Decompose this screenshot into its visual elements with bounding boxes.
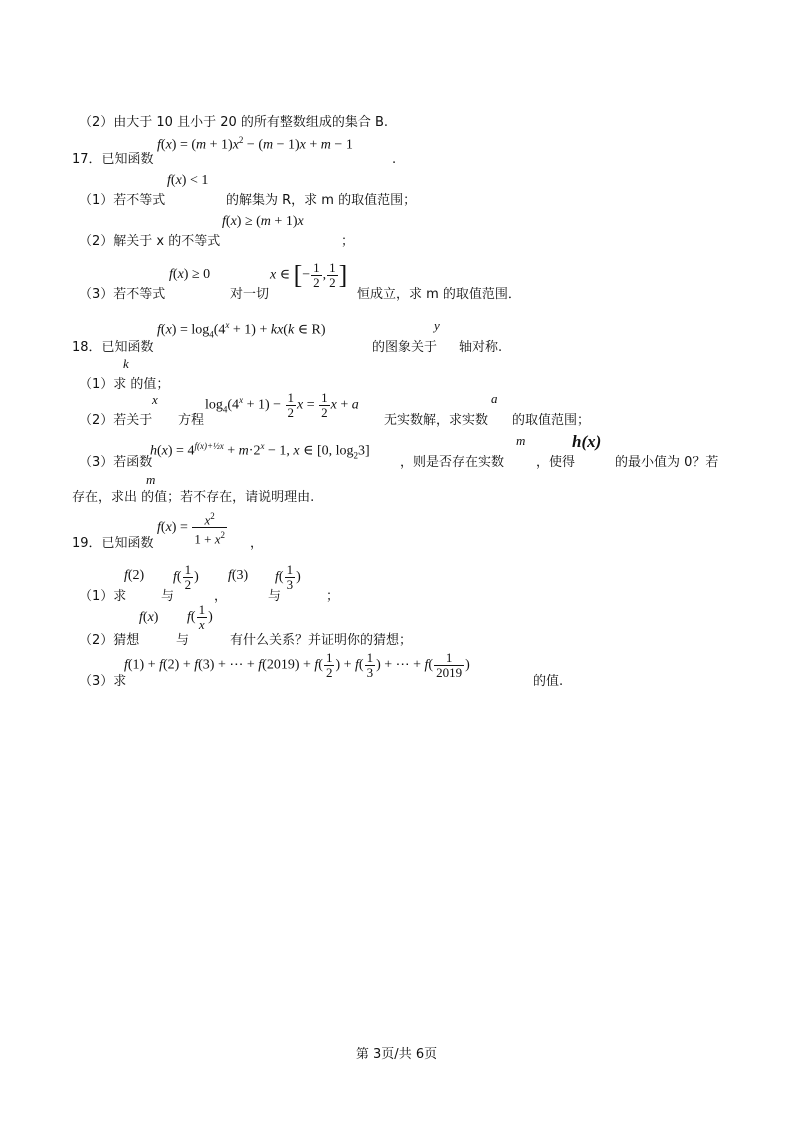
- q19-stem: 19．已知函数: [72, 536, 154, 551]
- q17-stem: 17．已知函数: [72, 152, 154, 167]
- q18-p3-d: 的最小值为 0？若: [615, 455, 719, 470]
- q18-p2-mid: 方程: [178, 413, 205, 428]
- q18-p1: （1）求 的值；: [79, 377, 170, 392]
- q17-p3-mid: 对一切: [230, 287, 270, 302]
- q18-k-letter: k: [123, 356, 129, 371]
- q17-p3-a: （3）若不等式: [79, 287, 166, 302]
- q18-p3-b: ，则是否存在实数: [400, 455, 505, 470]
- q19-p1-and: 与: [161, 589, 175, 604]
- q19-formula: f(x) = $\frac{x^2}{1 + x^2}$: [157, 511, 225, 547]
- q19-p2-f1x: f( $\frac{1}{x}$ ): [187, 602, 213, 632]
- q16-part2: （2）由大于 10 且小于 20 的所有整数组成的集合 B.: [79, 115, 389, 130]
- page-footer: 第 3页/共 6页: [355, 1047, 438, 1062]
- q19-stem-end: ，: [250, 536, 264, 551]
- q19-p2-a: （2）猜想: [79, 633, 140, 648]
- q18-p3-line2: 存在，求出 的值；若不存在，请说明理由.: [72, 490, 315, 505]
- q19-p2-b: 有什么关系？并证明你的猜想；: [230, 633, 413, 648]
- q17-formula: $f(x) = (m + 1)x^2 - (m - 1)x + m - 1$: [157, 135, 353, 153]
- q19-p1-and-2: 与: [268, 589, 282, 604]
- q18-p2-c: 的取值范围；: [512, 413, 591, 428]
- q17-p2-b: ；: [341, 234, 355, 249]
- q18-m-letter: m: [516, 433, 526, 448]
- q17-p2-a: （2）解关于 x 的不等式: [79, 234, 221, 249]
- q18-stem-end: 轴对称.: [459, 340, 503, 355]
- q19-p1-f2: f(2): [124, 568, 145, 583]
- q18-p3-math: $h(x) = 4^{f(x)+\frac{1}{2}x} + m\cdot 2^x - 1$, x ∈ [0, $\log_23$]: [150, 441, 370, 461]
- q17-p1-a: （1）若不等式: [79, 193, 166, 208]
- q19-p1-fthird: f( $\frac{1}{3}$ ): [275, 562, 301, 592]
- q18-p2-math: $\log_4(4^x + 1)$ − $\frac{1}{2}$ x = $\frac{1}{2}$ x + a: [205, 390, 359, 420]
- q19-p1-end: ；: [326, 589, 340, 604]
- q18-x-letter: x: [152, 392, 158, 407]
- q19-p3-b: 的值.: [533, 674, 564, 689]
- q18-stem: 18．已知函数: [72, 340, 154, 355]
- q17-p2-math: f(x) ≥ (m + 1)x: [222, 214, 304, 229]
- q18-stem-suffix: 的图象关于: [372, 340, 438, 355]
- q19-p1-fhalf: f( $\frac{1}{2}$ ): [173, 562, 199, 592]
- q18-h-label: h(x): [572, 432, 602, 451]
- q17-stem-end: .: [392, 152, 397, 167]
- q17-p3-b: 恒成立，求 m 的取值范围．: [357, 287, 521, 302]
- q18-m-letter-2: m: [146, 472, 156, 487]
- q18-p2-a: （2）若关于: [79, 413, 153, 428]
- q18-p3-a: （3）若函数: [79, 455, 153, 470]
- q19-p1-a: （1）求: [79, 589, 127, 604]
- q19-p3-a: （3）求: [79, 674, 127, 689]
- q18-formula: $f(x) = \log_4(4^x + 1) + kx(k$ ∈ R): [157, 320, 326, 340]
- q19-p1-f3: f(3): [228, 568, 249, 583]
- q19-p1-comma: ，: [214, 589, 228, 604]
- q17-p3-math1: f(x) ≥ 0: [169, 267, 211, 282]
- q18-y-letter: y: [434, 318, 440, 333]
- q19-p2-and: 与: [176, 633, 190, 648]
- q18-p2-b: 无实数解，求实数: [384, 413, 489, 428]
- q19-p3-math: f(1) + f(2) + f(3) + ⋯ + f(2019) + f( $\frac{1}{2}$ ) + f( $\frac{1}{3}$ ) + ⋯ + f( $\frac{1}{2019}$ ): [124, 650, 470, 680]
- q17-p1-math: f(x) < 1: [167, 173, 209, 188]
- q18-a-letter: a: [491, 391, 498, 406]
- q17-p1-b: 的解集为 R，求 m 的取值范围；: [226, 193, 417, 208]
- q17-p3-math2: x ∈ [− $\frac{1}{2}$ , $\frac{1}{2}$ ]: [270, 260, 348, 290]
- q18-p3-c: ，使得: [536, 455, 576, 470]
- q19-p2-fx: f(x): [139, 610, 159, 625]
